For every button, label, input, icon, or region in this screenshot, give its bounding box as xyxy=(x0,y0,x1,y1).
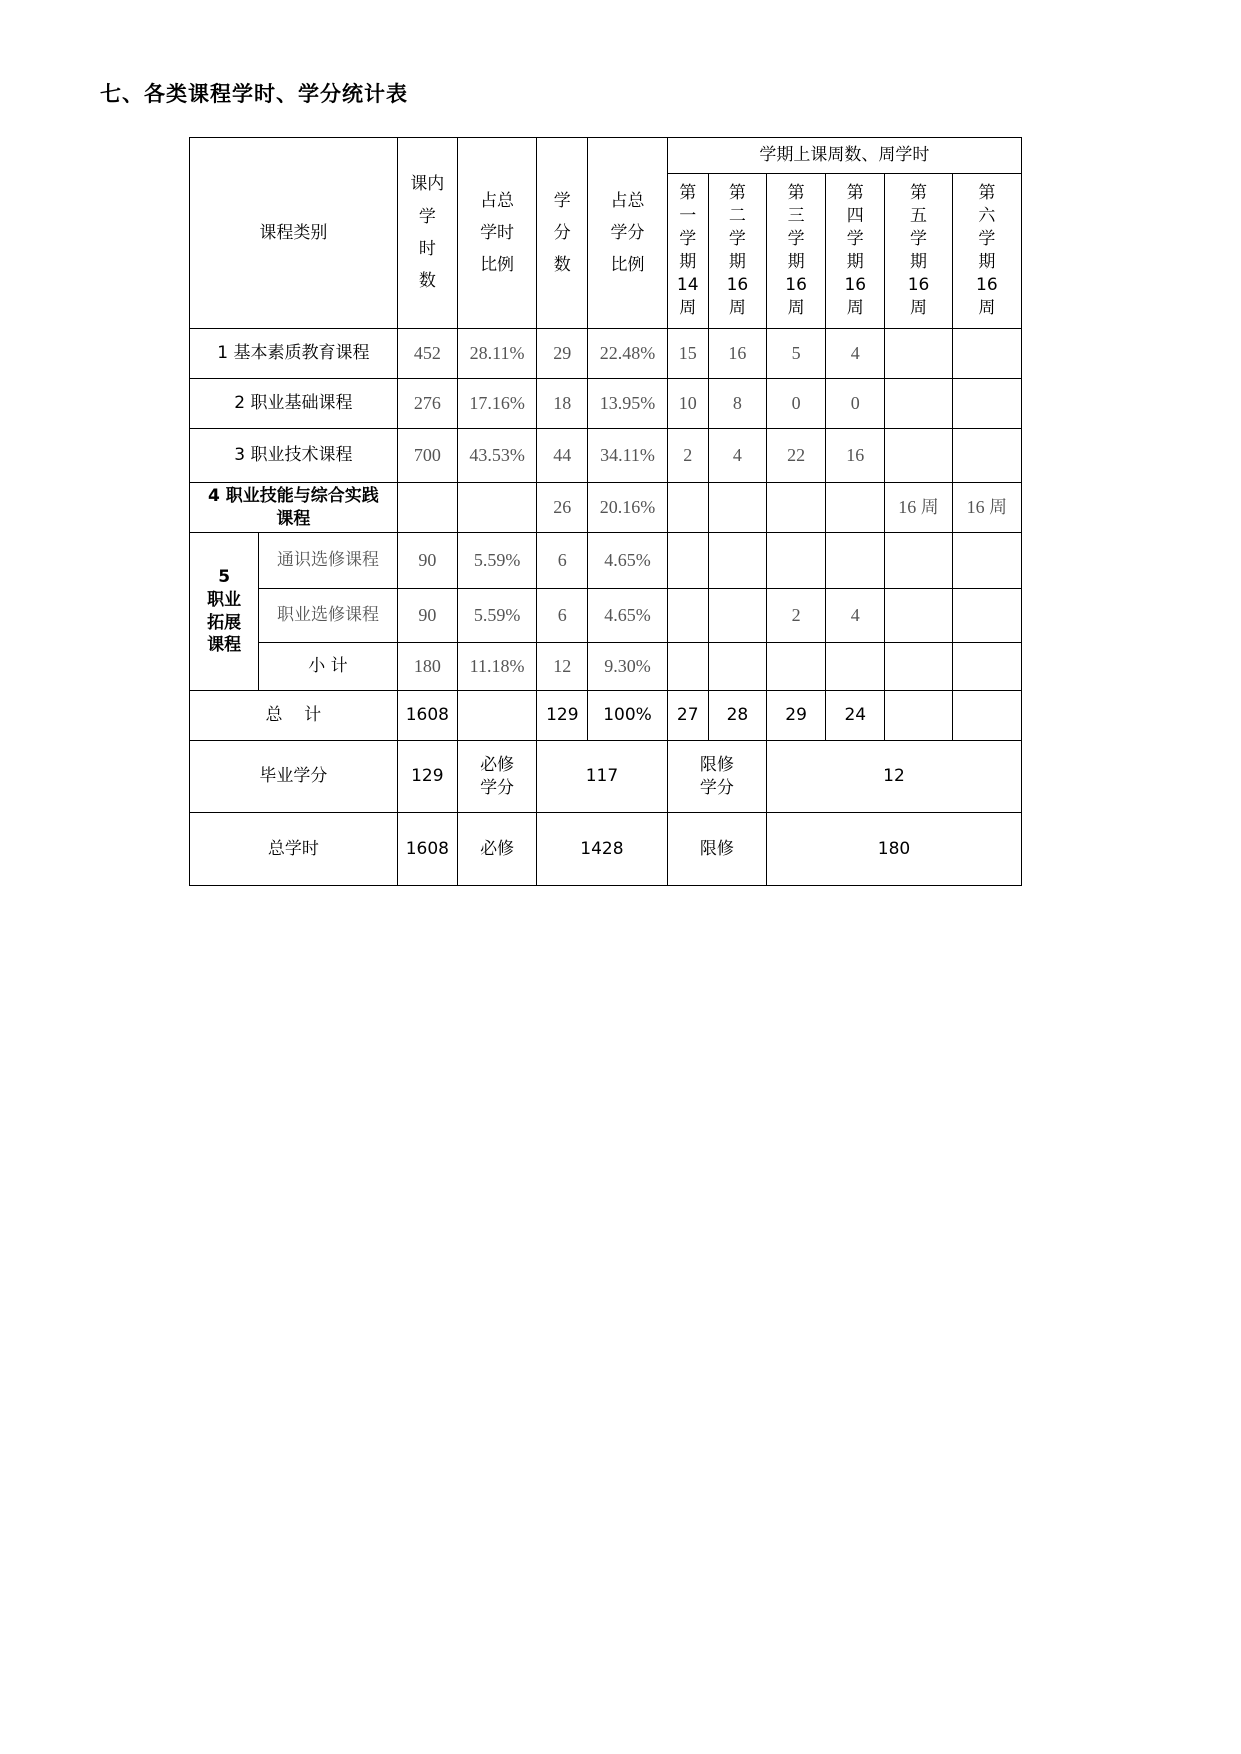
cell-hours-pct: 11.18% xyxy=(457,643,536,691)
cell-semester-weeks xyxy=(708,643,766,691)
cell-hours: 452 xyxy=(397,329,457,379)
cell-semester-weeks: 2 xyxy=(667,429,708,483)
cell-credits: 26 xyxy=(537,483,588,533)
cell-semester-weeks xyxy=(952,691,1021,741)
cell-semester-weeks xyxy=(885,429,952,483)
cell-semester-weeks xyxy=(952,589,1021,643)
cell-credits-pct: 20.16% xyxy=(588,483,667,533)
header-hours: 课内 学 时 数 xyxy=(397,138,457,329)
table-row xyxy=(190,589,1022,643)
cell-credits: 29 xyxy=(537,329,588,379)
required-label: 必修 xyxy=(457,813,536,886)
cell-semester-weeks: 16 xyxy=(826,429,885,483)
cell-hours: 276 xyxy=(397,379,457,429)
cell-semester-weeks xyxy=(826,533,885,589)
cell-semester-weeks: 4 xyxy=(826,329,885,379)
cell-semester-weeks xyxy=(952,329,1021,379)
course-statistics-table xyxy=(189,137,1022,886)
cell-hours xyxy=(397,483,457,533)
cell-semester-weeks xyxy=(667,643,708,691)
cell-semester-weeks: 0 xyxy=(767,379,826,429)
header-row xyxy=(190,138,1022,174)
cell-hours: 1608 xyxy=(397,691,457,741)
summary-value: 129 xyxy=(397,741,457,813)
cell-credits-pct: 4.65% xyxy=(588,533,667,589)
cell-semester-weeks: 16 周 xyxy=(952,483,1021,533)
cell-semester-weeks xyxy=(885,589,952,643)
cell-semester-weeks xyxy=(708,533,766,589)
cell-semester-weeks xyxy=(767,533,826,589)
cell-semester-weeks: 28 xyxy=(708,691,766,741)
cell-hours-pct: 43.53% xyxy=(457,429,536,483)
cell-semester-weeks: 16 周 xyxy=(885,483,952,533)
cell-credits: 6 xyxy=(537,589,588,643)
cell-semester-weeks: 4 xyxy=(826,589,885,643)
total-row xyxy=(190,691,1022,741)
cell-semester-weeks xyxy=(952,533,1021,589)
row-label: 4 职业技能与综合实践课程 xyxy=(190,483,398,533)
cell-credits: 6 xyxy=(537,533,588,589)
cell-credits: 129 xyxy=(537,691,588,741)
limited-label: 限修学分 xyxy=(667,741,766,813)
cell-semester-weeks: 24 xyxy=(826,691,885,741)
cell-semester-weeks: 29 xyxy=(767,691,826,741)
summary-value: 1608 xyxy=(397,813,457,886)
header-credits: 学 分 数 xyxy=(537,138,588,329)
cell-semester-weeks xyxy=(885,379,952,429)
limited-value: 180 xyxy=(767,813,1022,886)
row-label: 小 计 xyxy=(259,643,397,691)
required-value: 1428 xyxy=(537,813,667,886)
header-semester: 第 三 学 期 16 周 xyxy=(767,174,826,329)
cell-semester-weeks: 16 xyxy=(708,329,766,379)
row-label: 职业选修课程 xyxy=(259,589,397,643)
cell-semester-weeks xyxy=(826,643,885,691)
cell-semester-weeks: 27 xyxy=(667,691,708,741)
header-semester: 第 六 学 期 16 周 xyxy=(952,174,1021,329)
required-value: 117 xyxy=(537,741,667,813)
header-credits-pct: 占总 学分 比例 xyxy=(588,138,667,329)
header-category: 课程类别 xyxy=(190,138,398,329)
cell-semester-weeks: 10 xyxy=(667,379,708,429)
cell-semester-weeks xyxy=(667,533,708,589)
cell-semester-weeks xyxy=(708,589,766,643)
cell-semester-weeks: 5 xyxy=(767,329,826,379)
cell-semester-weeks xyxy=(667,483,708,533)
cell-semester-weeks: 15 xyxy=(667,329,708,379)
cell-hours-pct: 17.16% xyxy=(457,379,536,429)
cell-semester-weeks xyxy=(708,483,766,533)
cell-hours-pct xyxy=(457,691,536,741)
limited-value: 12 xyxy=(767,741,1022,813)
graduation-row xyxy=(190,741,1022,813)
expansion-group-label: 5 职业 拓展 课程 xyxy=(190,533,259,691)
table-row xyxy=(190,643,1022,691)
cell-hours-pct: 5.59% xyxy=(457,533,536,589)
header-semesters-group: 学期上课周数、周学时 xyxy=(667,138,1021,174)
cell-semester-weeks: 0 xyxy=(826,379,885,429)
row-label: 通识选修课程 xyxy=(259,533,397,589)
row-label: 3 职业技术课程 xyxy=(190,429,398,483)
cell-semester-weeks: 8 xyxy=(708,379,766,429)
cell-semester-weeks xyxy=(767,483,826,533)
cell-semester-weeks xyxy=(952,429,1021,483)
table-row xyxy=(190,533,1022,589)
cell-credits-pct: 9.30% xyxy=(588,643,667,691)
cell-hours-pct xyxy=(457,483,536,533)
table-row xyxy=(190,429,1022,483)
cell-credits: 12 xyxy=(537,643,588,691)
cell-semester-weeks xyxy=(885,533,952,589)
cell-semester-weeks xyxy=(952,379,1021,429)
row-label: 2 职业基础课程 xyxy=(190,379,398,429)
required-label: 必修学分 xyxy=(457,741,536,813)
row-label: 总 计 xyxy=(190,691,398,741)
cell-credits-pct: 34.11% xyxy=(588,429,667,483)
cell-semester-weeks: 2 xyxy=(767,589,826,643)
header-semester: 第 二 学 期 16 周 xyxy=(708,174,766,329)
cell-semester-weeks xyxy=(667,589,708,643)
cell-credits-pct: 13.95% xyxy=(588,379,667,429)
cell-credits-pct: 100% xyxy=(588,691,667,741)
cell-credits-pct: 4.65% xyxy=(588,589,667,643)
cell-hours: 180 xyxy=(397,643,457,691)
cell-hours: 90 xyxy=(397,589,457,643)
cell-semester-weeks xyxy=(952,643,1021,691)
cell-semester-weeks: 4 xyxy=(708,429,766,483)
cell-semester-weeks xyxy=(885,329,952,379)
cell-hours-pct: 5.59% xyxy=(457,589,536,643)
cell-hours: 90 xyxy=(397,533,457,589)
page-title: 七、各类课程学时、学分统计表 xyxy=(100,82,408,106)
cell-hours: 700 xyxy=(397,429,457,483)
summary-label: 总学时 xyxy=(190,813,398,886)
table-row xyxy=(190,379,1022,429)
summary-label: 毕业学分 xyxy=(190,741,398,813)
cell-credits-pct: 22.48% xyxy=(588,329,667,379)
cell-semester-weeks xyxy=(885,691,952,741)
table-row xyxy=(190,483,1022,533)
cell-semester-weeks xyxy=(767,643,826,691)
limited-label: 限修 xyxy=(667,813,766,886)
header-semester: 第 一 学 期 14 周 xyxy=(667,174,708,329)
row-label: 1 基本素质教育课程 xyxy=(190,329,398,379)
table-row xyxy=(190,329,1022,379)
cell-hours-pct: 28.11% xyxy=(457,329,536,379)
cell-credits: 18 xyxy=(537,379,588,429)
header-semester: 第 四 学 期 16 周 xyxy=(826,174,885,329)
total-hours-row xyxy=(190,813,1022,886)
cell-credits: 44 xyxy=(537,429,588,483)
cell-semester-weeks xyxy=(885,643,952,691)
header-hours-pct: 占总 学时 比例 xyxy=(457,138,536,329)
cell-semester-weeks: 22 xyxy=(767,429,826,483)
header-semester: 第 五 学 期 16 周 xyxy=(885,174,952,329)
cell-semester-weeks xyxy=(826,483,885,533)
